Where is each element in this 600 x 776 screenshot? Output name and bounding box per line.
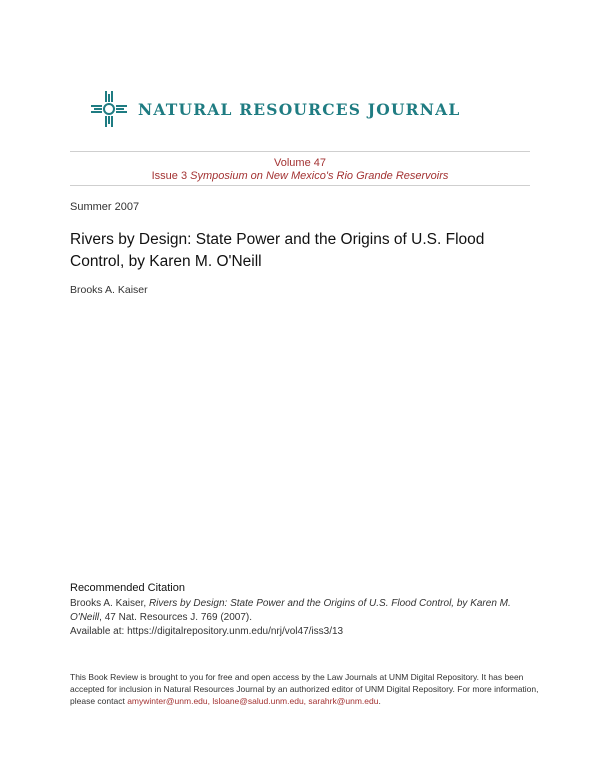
citation-suffix: , 47 Nat. Resources J. 769 (2007).	[99, 612, 252, 623]
citation-url[interactable]: Available at: https://digitalrepository.unm.edu/nrj/vol47/iss3/13	[70, 626, 344, 637]
footer-text: This Book Review is brought to you for free and open access by the Law Journals at UNM Digital Repository. It has been accepted for inclusion in Natural Resources Journal by an authorized editor of UNM Digital Repository. For more information, please contact	[70, 672, 539, 706]
journal-name: NATURAL RESOURCES JOURNAL	[138, 99, 461, 119]
issue-title: Symposium on New Mexico's Rio Grande Reservoirs	[190, 170, 449, 182]
issue-number: Issue 3	[151, 170, 188, 182]
publication-date: Summer 2007	[70, 201, 140, 213]
article-title: Rivers by Design: State Power and the Origins of U.S. Flood Control, by Karen M. O'Neill	[70, 231, 485, 270]
contact-emails[interactable]: amywinter@unm.edu, lsloane@salud.unm.edu, sarahrk@unm.edu	[127, 696, 379, 706]
journal-logo	[90, 90, 460, 128]
issue-link[interactable]	[70, 170, 530, 183]
volume-link[interactable]: Volume 47	[274, 157, 326, 169]
article-author: Brooks A. Kaiser	[70, 284, 148, 296]
footer-notice	[70, 671, 540, 707]
citation-heading: Recommended Citation	[70, 582, 185, 594]
bottom-divider	[70, 185, 530, 186]
citation-author: Brooks A. Kaiser,	[70, 598, 149, 609]
footer-end: .	[378, 696, 381, 706]
top-divider	[70, 151, 530, 152]
issue-info	[70, 157, 530, 183]
zia-sun-icon	[90, 90, 128, 128]
citation-body	[70, 597, 540, 639]
citation-title: Rivers by Design: State Power and the Origins of U.S. Flood Control, by Karen M. O'Neill	[70, 598, 511, 623]
